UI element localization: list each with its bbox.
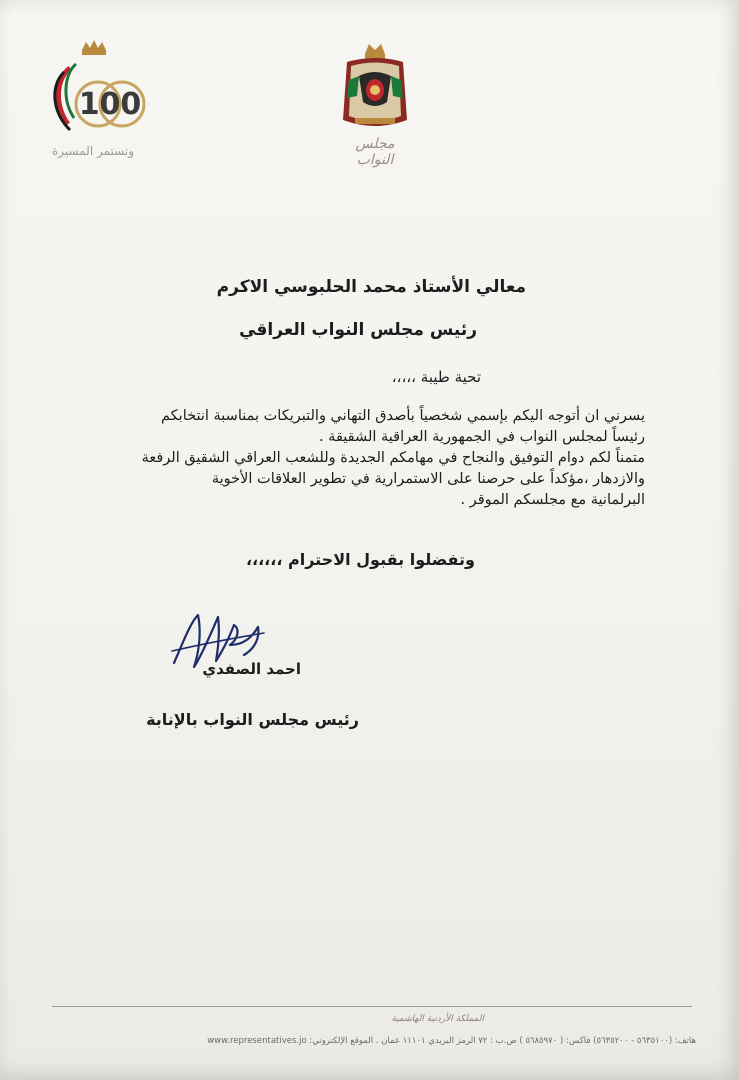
body-line: يسرني ان أتوجه اليكم بإسمي شخصياً بأصدق التهاني والتبريكات بمناسبة انتخابكم [161,408,645,424]
emblem-caption: مجلس النواب [355,136,395,168]
body-line: متمناً لكم دوام التوفيق والنجاح في مهامكم الجديدة وللشعب العراقي الشقيق الرفعة [141,450,645,466]
greeting: تحية طيبة ،،،،، [391,368,481,386]
body-line: البرلمانية مع مجلسكم الموقر . [460,492,645,508]
centenary-number: 100 [78,87,142,122]
footer-divider [52,1006,692,1007]
body-line: والازدهار ،مؤكداً على حرصنا على الاستمرارية في تطوير العلاقات الأخوية [211,471,645,487]
signatory-title: رئيس مجلس النواب بالإنابة [146,710,359,729]
addressee-name: معالي الأستاذ محمد الحلبوسي الاكرم [216,277,526,297]
closing-line: وتفضلوا بقبول الاحترام ،،،،،، [245,550,475,569]
letter-body [100,406,645,511]
centenary-logo [38,38,148,168]
centenary-emblem-icon [38,38,148,143]
footer-contact-info: هاتف: (٥٦٣٥١٠٠ - ٥٦٣٥٢٠٠) فاكس: ( ٥٦٨٥٩٧٠ ) ص.ب : ٧٢ الرمز البريدي ١١١٠١ عمان . الموقع الإلكتروني: www.representatives.jo [207,1036,696,1046]
addressee-title: رئيس مجلس النواب العراقي [239,320,477,340]
centenary-caption: وتستمر المسيرة [52,144,134,158]
signatory-name: احمد الصفدي [202,660,301,678]
footer-brand: المملكة الأردنية الهاشمية [391,1014,484,1024]
coat-of-arms-logo [335,40,415,170]
coat-of-arms-icon [335,40,415,132]
body-line: رئيساً لمجلس النواب في الجمهورية العراقية الشقيقة . [318,429,645,445]
